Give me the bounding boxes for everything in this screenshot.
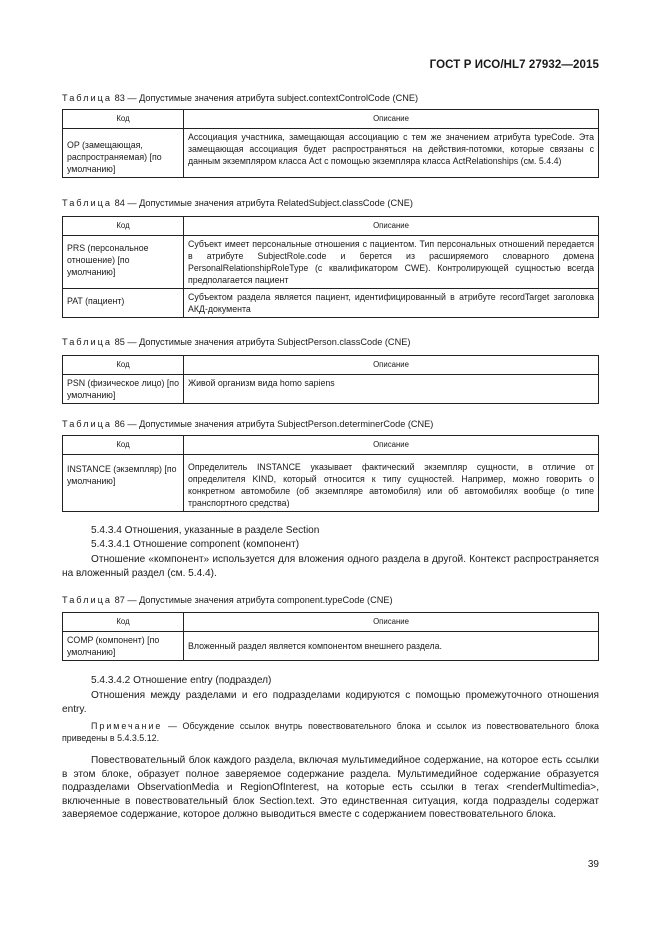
description-cell: Субъектом раздела является пациент, идентифицированный в атрибуте recordTarget заголовка АКД-документа [184,289,599,318]
description-cell: Вложенный раздел является компонентом внешнего раздела. [184,632,599,661]
section-heading-5-4-3-4-2: 5.4.3.4.2 Отношение entry (подраздел) [91,675,272,686]
note [62,720,599,744]
code-cell: OP (замещающая, распространяемая) [по умолчанию] [63,129,184,178]
table-row [63,129,599,178]
col-header-description: Описание [184,613,599,632]
table-label: Таблица [62,93,113,103]
caption-text: 83 — Допустимые значения атрибута subject.contextControlCode (CNE) [112,93,419,103]
col-header-code: Код [63,217,184,236]
col-header-code: Код [63,613,184,632]
table-label: Таблица [62,595,113,605]
col-header-code: Код [63,356,184,375]
code-cell: PRS (персональное отношение) [по умолчанию] [63,236,184,289]
table-83-caption [62,93,418,103]
paragraph-entry: Отношения между разделами и его подразделами кодируются с помощью промежуточного отношения entry. [62,690,599,715]
description-cell: Ассоциация участника, замещающая ассоциацию с тем же значением атрибута typeCode. Эта замещающая ассоциация будет распространяться на действия-потомки, которые связаны с данным экземпляром класса Act с помощью экземпляра класса ActRelationships (см. 5.4.4) [184,129,599,178]
table-84-caption [62,198,413,208]
code-cell: PAT (пациент) [63,289,184,318]
table-row [63,289,599,318]
col-header-description: Описание [184,436,599,455]
document-header: ГОСТ Р ИСО/HL7 27932—2015 [429,59,599,71]
paragraph-narrative: Повествовательный блок каждого раздела, включая мультимедийное содержание, на которое есть ссылки в этом блоке, образует полное заверяемое содержание раздела. Мультимедийное содержание образуется подразделами ObservationMedia и RegionOfInterest, на которые есть ссылки в тегах <renderMultimedia>, включенные в повествовательный блок Section.text. Это единственная ситуация, когда подразделы содержат заверяемое содержание, которое должно выводиться вместе с содержанием повествовательного блока. [62,755,599,820]
table-85 [62,355,599,404]
table-row [63,455,599,512]
caption-text: 86 — Допустимые значения атрибута SubjectPerson.determinerCode (CNE) [112,419,434,429]
table-86 [62,435,599,512]
caption-text: 84 — Допустимые значения атрибута RelatedSubject.classCode (CNE) [112,198,413,208]
code-cell: PSN (физическое лицо) [по умолчанию] [63,375,184,404]
description-cell: Субъект имеет персональные отношения с пациентом. Тип персональных отношений передается в атрибуте SubjectRole.code и берется из расширяемого словарного домена PersonalRelationshipRoleType (с квалификатором CWE). Контролирующей сущностью всегда предполагается пациент [184,236,599,289]
table-row [63,375,599,404]
table-label: Таблица [62,198,113,208]
table-87 [62,612,599,661]
table-83 [62,109,599,178]
code-cell: INSTANCE (экземпляр) [по умолчанию] [63,455,184,512]
caption-text: 85 — Допустимые значения атрибута SubjectPerson.classCode (CNE) [112,337,411,347]
col-header-description: Описание [184,217,599,236]
table-label: Таблица [62,337,113,347]
note-text: — Обсуждение ссылок внутрь повествовательного блока и ссылок из повествовательного блока приведены в 5.4.3.5.12. [62,721,599,743]
col-header-description: Описание [184,356,599,375]
caption-text: 87 — Допустимые значения атрибута component.typeCode (CNE) [112,595,393,605]
table-85-caption [62,337,410,347]
table-row [63,236,599,289]
page-number: 39 [587,859,599,870]
paragraph-component: Отношение «компонент» используется для вложения одного раздела в другой. Контекст распространяется на вложенный раздел (см. 5.4.4). [62,554,599,579]
description-cell: Живой организм вида homo sapiens [184,375,599,404]
col-header-code: Код [63,110,184,129]
note-label: Примечание [91,721,163,731]
code-cell: COMP (компонент) [по умолчанию] [63,632,184,661]
table-86-caption [62,419,433,429]
section-heading-5-4-3-4: 5.4.3.4 Отношения, указанные в разделе Section [91,525,320,536]
table-row [63,632,599,661]
table-84 [62,216,599,318]
table-label: Таблица [62,419,113,429]
description-cell: Определитель INSTANCE указывает фактический экземпляр сущности, в отличие от определителя KIND, который относится к типу сущностей. Например, можно говорить о конкретном автомобиле (об экземпляре автомобиля) или об автомобилях вообще (о типе транспортного средства) [184,455,599,512]
col-header-code: Код [63,436,184,455]
col-header-description: Описание [184,110,599,129]
table-87-caption [62,595,393,605]
section-heading-5-4-3-4-1: 5.4.3.4.1 Отношение component (компонент) [91,539,300,550]
